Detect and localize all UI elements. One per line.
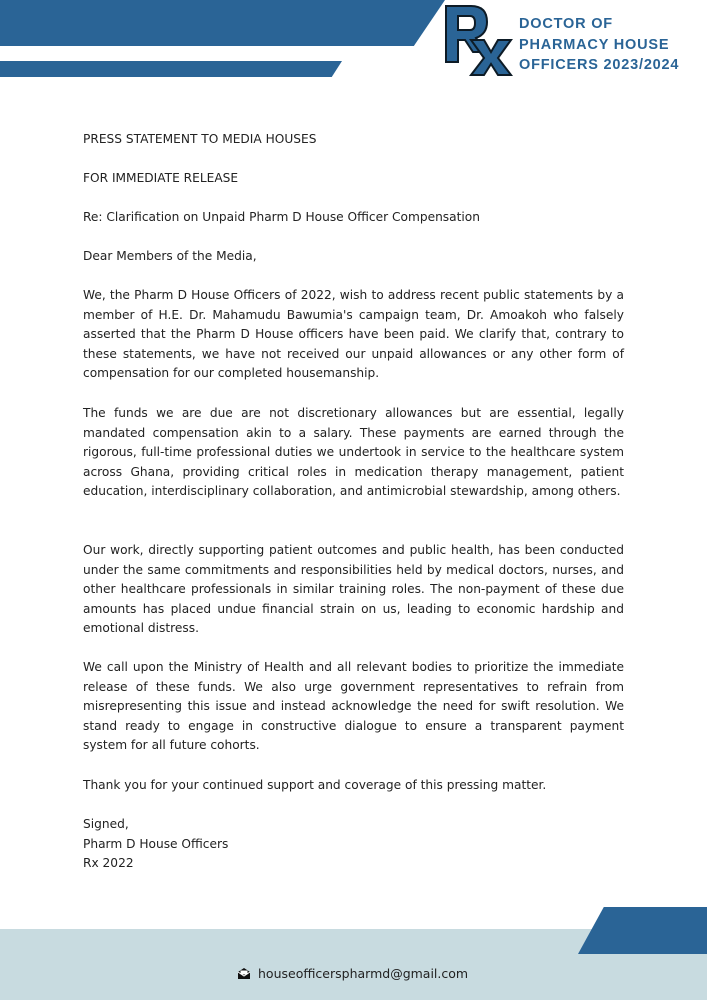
subject-line: Re: Clarification on Unpaid Pharm D House Officer Compensation (83, 210, 480, 224)
signoff-signed: Signed, (83, 817, 129, 831)
salutation: Dear Members of the Media, (83, 249, 257, 263)
body-paragraph-3: Our work, directly supporting patient outcomes and public health, has been conducted under the same commitments and responsibilities held by medical doctors, nurses, and other healthcare professionals in similar training roles. The non-payment of these due amounts has placed undue financial strain on us, leading to economic hardship and emotional distress. (83, 543, 624, 636)
body-paragraph-1: We, the Pharm D House Officers of 2022, wish to address recent public statements by a member of H.E. Dr. Mahamudu Bawumia's campaign team, Dr. Amoakoh who falsely asserted that the Pharm D House officers have been paid. We clarify that, contrary to these statements, we have not received our unpaid allowances or any other form of compensation for our completed housemanship. (83, 288, 624, 381)
release-line: FOR IMMEDIATE RELEASE (83, 171, 239, 185)
org-line: OFFICERS 2023/2024 (519, 57, 680, 73)
header-band-top (0, 0, 445, 46)
footer-accent-shape (578, 907, 707, 954)
rx-logo-icon (443, 4, 513, 76)
closing-line: Thank you for your continued support and coverage of this pressing matter. (83, 778, 547, 792)
org-line: PHARMACY HOUSE (519, 36, 670, 53)
signoff-name: Pharm D House Officers (83, 837, 229, 851)
organization-name (519, 14, 679, 76)
footer-contact (237, 966, 468, 981)
org-line: DOCTOR OF (519, 16, 613, 32)
footer-email[interactable]: houseofficerspharmd@gmail.com (258, 966, 469, 981)
letter-heading: PRESS STATEMENT TO MEDIA HOUSES (83, 132, 317, 146)
envelope-open-icon (237, 967, 251, 980)
signoff-year: Rx 2022 (83, 856, 134, 870)
body-paragraph-2: The funds we are due are not discretionary allowances but are essential, legally mandated compensation akin to a salary. These payments are earned through the rigorous, full-time professional duties we undertook in service to the healthcare system across Ghana, providing critical roles in medication therapy management, patient education, interdisciplinary collaboration, and antimicrobial stewardship, among others. (83, 406, 624, 499)
body-paragraph-4: We call upon the Ministry of Health and all relevant bodies to prioritize the immediate release of these funds. We also urge government representatives to refrain from misrepresenting this issue and instead acknowledge the need for swift resolution. We stand ready to engage in constructive dialogue to ensure a transparent payment system for all future cohorts. (83, 660, 624, 753)
header-band-bottom (0, 61, 342, 77)
